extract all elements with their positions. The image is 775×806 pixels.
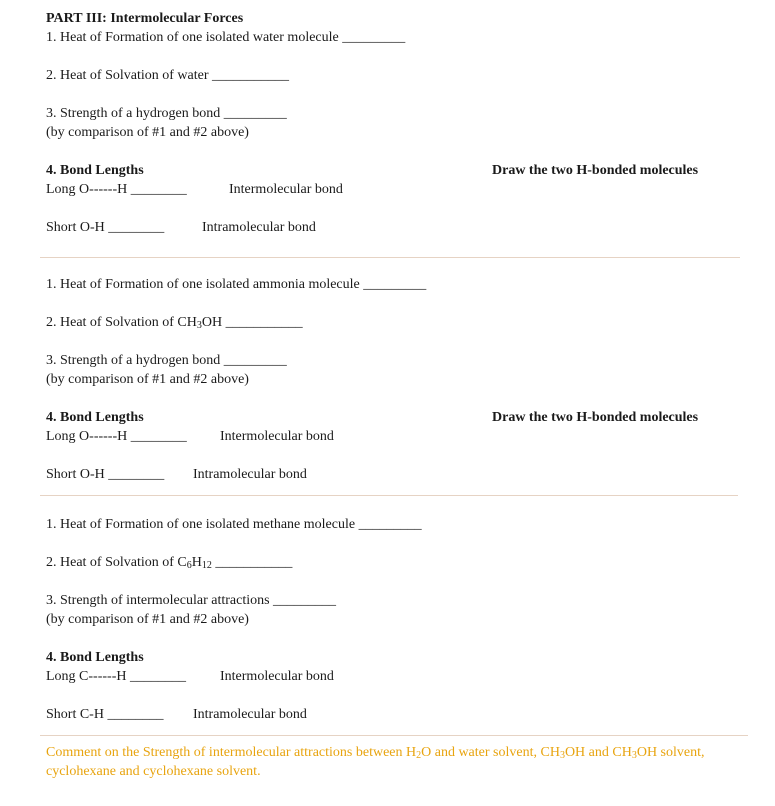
s1-question-3: 3. Strength of a hydrogen bond _________ xyxy=(46,106,287,121)
s2-short-bond-type: Intramolecular bond xyxy=(193,467,307,482)
s1-short-bond-type: Intramolecular bond xyxy=(202,220,316,235)
s3-question-1: 1. Heat of Formation of one isolated methane molecule _________ xyxy=(46,517,422,532)
s2-short-bond-label: Short O-H ________ xyxy=(46,467,165,482)
s1-draw-instruction: Draw the two H-bonded molecules xyxy=(492,163,699,178)
s2-question-3-note: (by comparison of #1 and #2 above) xyxy=(46,372,249,387)
s3-long-bond-label: Long C------H ________ xyxy=(46,669,186,684)
s3-short-bond-label: Short C-H ________ xyxy=(46,707,164,722)
section-divider xyxy=(40,257,740,258)
s1-question-1: 1. Heat of Formation of one isolated water molecule _________ xyxy=(46,30,406,45)
s2-question-1: 1. Heat of Formation of one isolated ammonia molecule _________ xyxy=(46,277,427,292)
s1-question-3-note: (by comparison of #1 and #2 above) xyxy=(46,125,249,140)
s1-question-2: 2. Heat of Solvation of water ___________ xyxy=(46,68,290,83)
s2-bond-lengths-heading: 4. Bond Lengths xyxy=(46,410,144,425)
s3-long-bond-type: Intermolecular bond xyxy=(220,669,334,684)
page-title: PART III: Intermolecular Forces xyxy=(46,11,244,26)
s3-question-2: 2. Heat of Solvation of $C_6H_{12}$ ___________ xyxy=(46,555,293,571)
s3-question-3: 3. Strength of intermolecular attractions _________ xyxy=(46,593,337,608)
s2-draw-instruction: Draw the two H-bonded molecules xyxy=(492,410,699,425)
section-divider xyxy=(40,495,738,496)
section-divider xyxy=(40,735,748,736)
s2-long-bond-label: Long O------H ________ xyxy=(46,429,187,444)
s2-long-bond-type: Intermolecular bond xyxy=(220,429,334,444)
s2-question-3: 3. Strength of a hydrogen bond _________ xyxy=(46,353,287,368)
s2-question-2: 2. Heat of Solvation of $CH_3OH$ ___________ xyxy=(46,315,303,331)
s1-bond-lengths-heading: 4. Bond Lengths xyxy=(46,163,144,178)
s1-short-bond-label: Short O-H ________ xyxy=(46,220,165,235)
s3-question-3-note: (by comparison of #1 and #2 above) xyxy=(46,612,249,627)
s1-long-bond-label: Long O------H ________ xyxy=(46,182,187,197)
s3-short-bond-type: Intramolecular bond xyxy=(193,707,307,722)
s3-bond-lengths-heading: 4. Bond Lengths xyxy=(46,650,144,665)
comment-prompt: Comment on the Strength of intermolecular attractions between $H_2O$ and water solvent, $CH_3OH$ and $CH_3OH$ solvent, cyclohexane and cyclohexane solvent. xyxy=(46,745,705,779)
s1-long-bond-type: Intermolecular bond xyxy=(229,182,343,197)
